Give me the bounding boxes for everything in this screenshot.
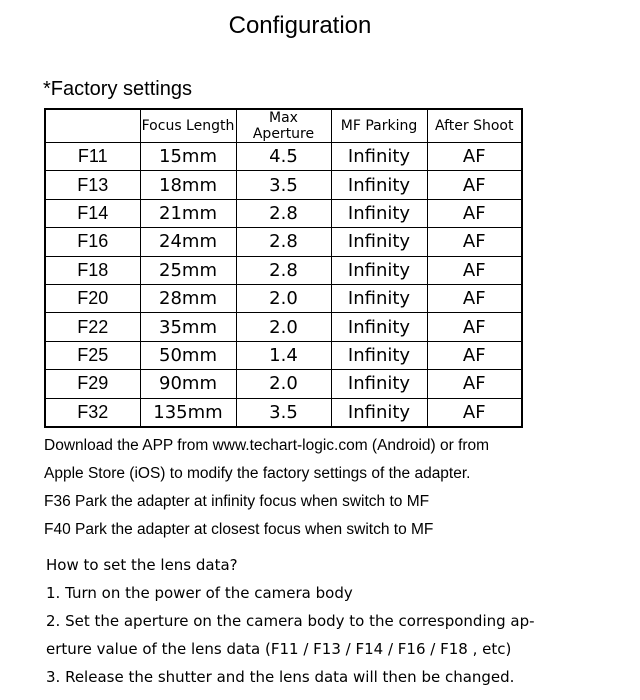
header-cell: After Shoot	[427, 109, 522, 143]
function-code-cell: F20	[45, 284, 140, 312]
howto-line: 2. Set the aperture on the camera body to the corresponding ap-	[46, 612, 535, 630]
table-cell: AF	[427, 284, 522, 312]
header-cell: Focus Length	[140, 109, 236, 143]
function-code-cell: F14	[45, 199, 140, 227]
table-cell: AF	[427, 228, 522, 256]
table-cell: 50mm	[140, 341, 236, 369]
table-cell: 15mm	[140, 143, 236, 171]
table-row	[45, 284, 522, 312]
function-code-cell: F29	[45, 370, 140, 398]
table-cell: Infinity	[331, 199, 427, 227]
table-cell: 18mm	[140, 171, 236, 199]
function-code-cell: F11	[45, 143, 140, 171]
note-line: F36 Park the adapter at infinity focus when switch to MF	[44, 493, 430, 510]
table-cell: AF	[427, 171, 522, 199]
table-cell: Infinity	[331, 256, 427, 284]
howto-line: erture value of the lens data (F11 / F13 / F14 / F16 / F18 , etc)	[46, 640, 512, 658]
table-row	[45, 171, 522, 199]
table-cell: 21mm	[140, 199, 236, 227]
table-cell: 3.5	[236, 171, 331, 199]
note-line: Apple Store (iOS) to modify the factory settings of the adapter.	[44, 465, 471, 482]
howto-line: How to set the lens data?	[46, 556, 238, 574]
table-cell: 2.8	[236, 199, 331, 227]
table-cell: 28mm	[140, 284, 236, 312]
table-cell: 90mm	[140, 370, 236, 398]
note-line: Download the APP from www.techart-logic.com (Android) or from	[44, 437, 490, 454]
howto-line: 1. Turn on the power of the camera body	[46, 584, 353, 602]
table-cell: Infinity	[331, 143, 427, 171]
table-cell: Infinity	[331, 398, 427, 427]
table-cell: AF	[427, 398, 522, 427]
function-code-cell: F16	[45, 228, 140, 256]
function-code-cell: F18	[45, 256, 140, 284]
table-row	[45, 256, 522, 284]
note-line: F40 Park the adapter at closest focus when switch to MF	[44, 521, 434, 538]
table-cell: 3.5	[236, 398, 331, 427]
table-header-row	[45, 109, 522, 143]
notes	[44, 432, 624, 544]
table-row	[45, 341, 522, 369]
table-cell: 24mm	[140, 228, 236, 256]
function-code-cell: F13	[45, 171, 140, 199]
table-cell: Infinity	[331, 228, 427, 256]
howto-instructions	[46, 551, 626, 691]
table-cell: 2.0	[236, 313, 331, 341]
table-cell: AF	[427, 313, 522, 341]
table-cell: 1.4	[236, 341, 331, 369]
table-cell: 135mm	[140, 398, 236, 427]
header-cell	[45, 109, 140, 143]
table-cell: 25mm	[140, 256, 236, 284]
howto-line: 3. Release the shutter and the lens data will then be changed.	[46, 668, 515, 686]
table-cell: AF	[427, 199, 522, 227]
table-cell: 2.8	[236, 228, 331, 256]
table-cell: 35mm	[140, 313, 236, 341]
table-row	[45, 370, 522, 398]
table-row	[45, 313, 522, 341]
factory-settings-table	[44, 108, 523, 428]
table-cell: AF	[427, 143, 522, 171]
table-row	[45, 398, 522, 427]
table-cell: AF	[427, 341, 522, 369]
table-cell: 2.0	[236, 370, 331, 398]
header-cell: Max Aperture	[236, 109, 331, 143]
table-cell: 2.0	[236, 284, 331, 312]
table-cell: AF	[427, 256, 522, 284]
table-cell: AF	[427, 370, 522, 398]
function-code-cell: F32	[45, 398, 140, 427]
table-row	[45, 143, 522, 171]
function-code-cell: F25	[45, 341, 140, 369]
table-cell: Infinity	[331, 341, 427, 369]
table-row	[45, 199, 522, 227]
table-cell: 2.8	[236, 256, 331, 284]
table-cell: Infinity	[331, 370, 427, 398]
table-cell: Infinity	[331, 313, 427, 341]
section-heading: *Factory settings	[43, 78, 192, 100]
function-code-cell: F22	[45, 313, 140, 341]
table-cell: Infinity	[331, 284, 427, 312]
table-cell: Infinity	[331, 171, 427, 199]
table-cell: 4.5	[236, 143, 331, 171]
header-cell: MF Parking	[331, 109, 427, 143]
page-title: Configuration	[228, 12, 372, 39]
table-row	[45, 228, 522, 256]
